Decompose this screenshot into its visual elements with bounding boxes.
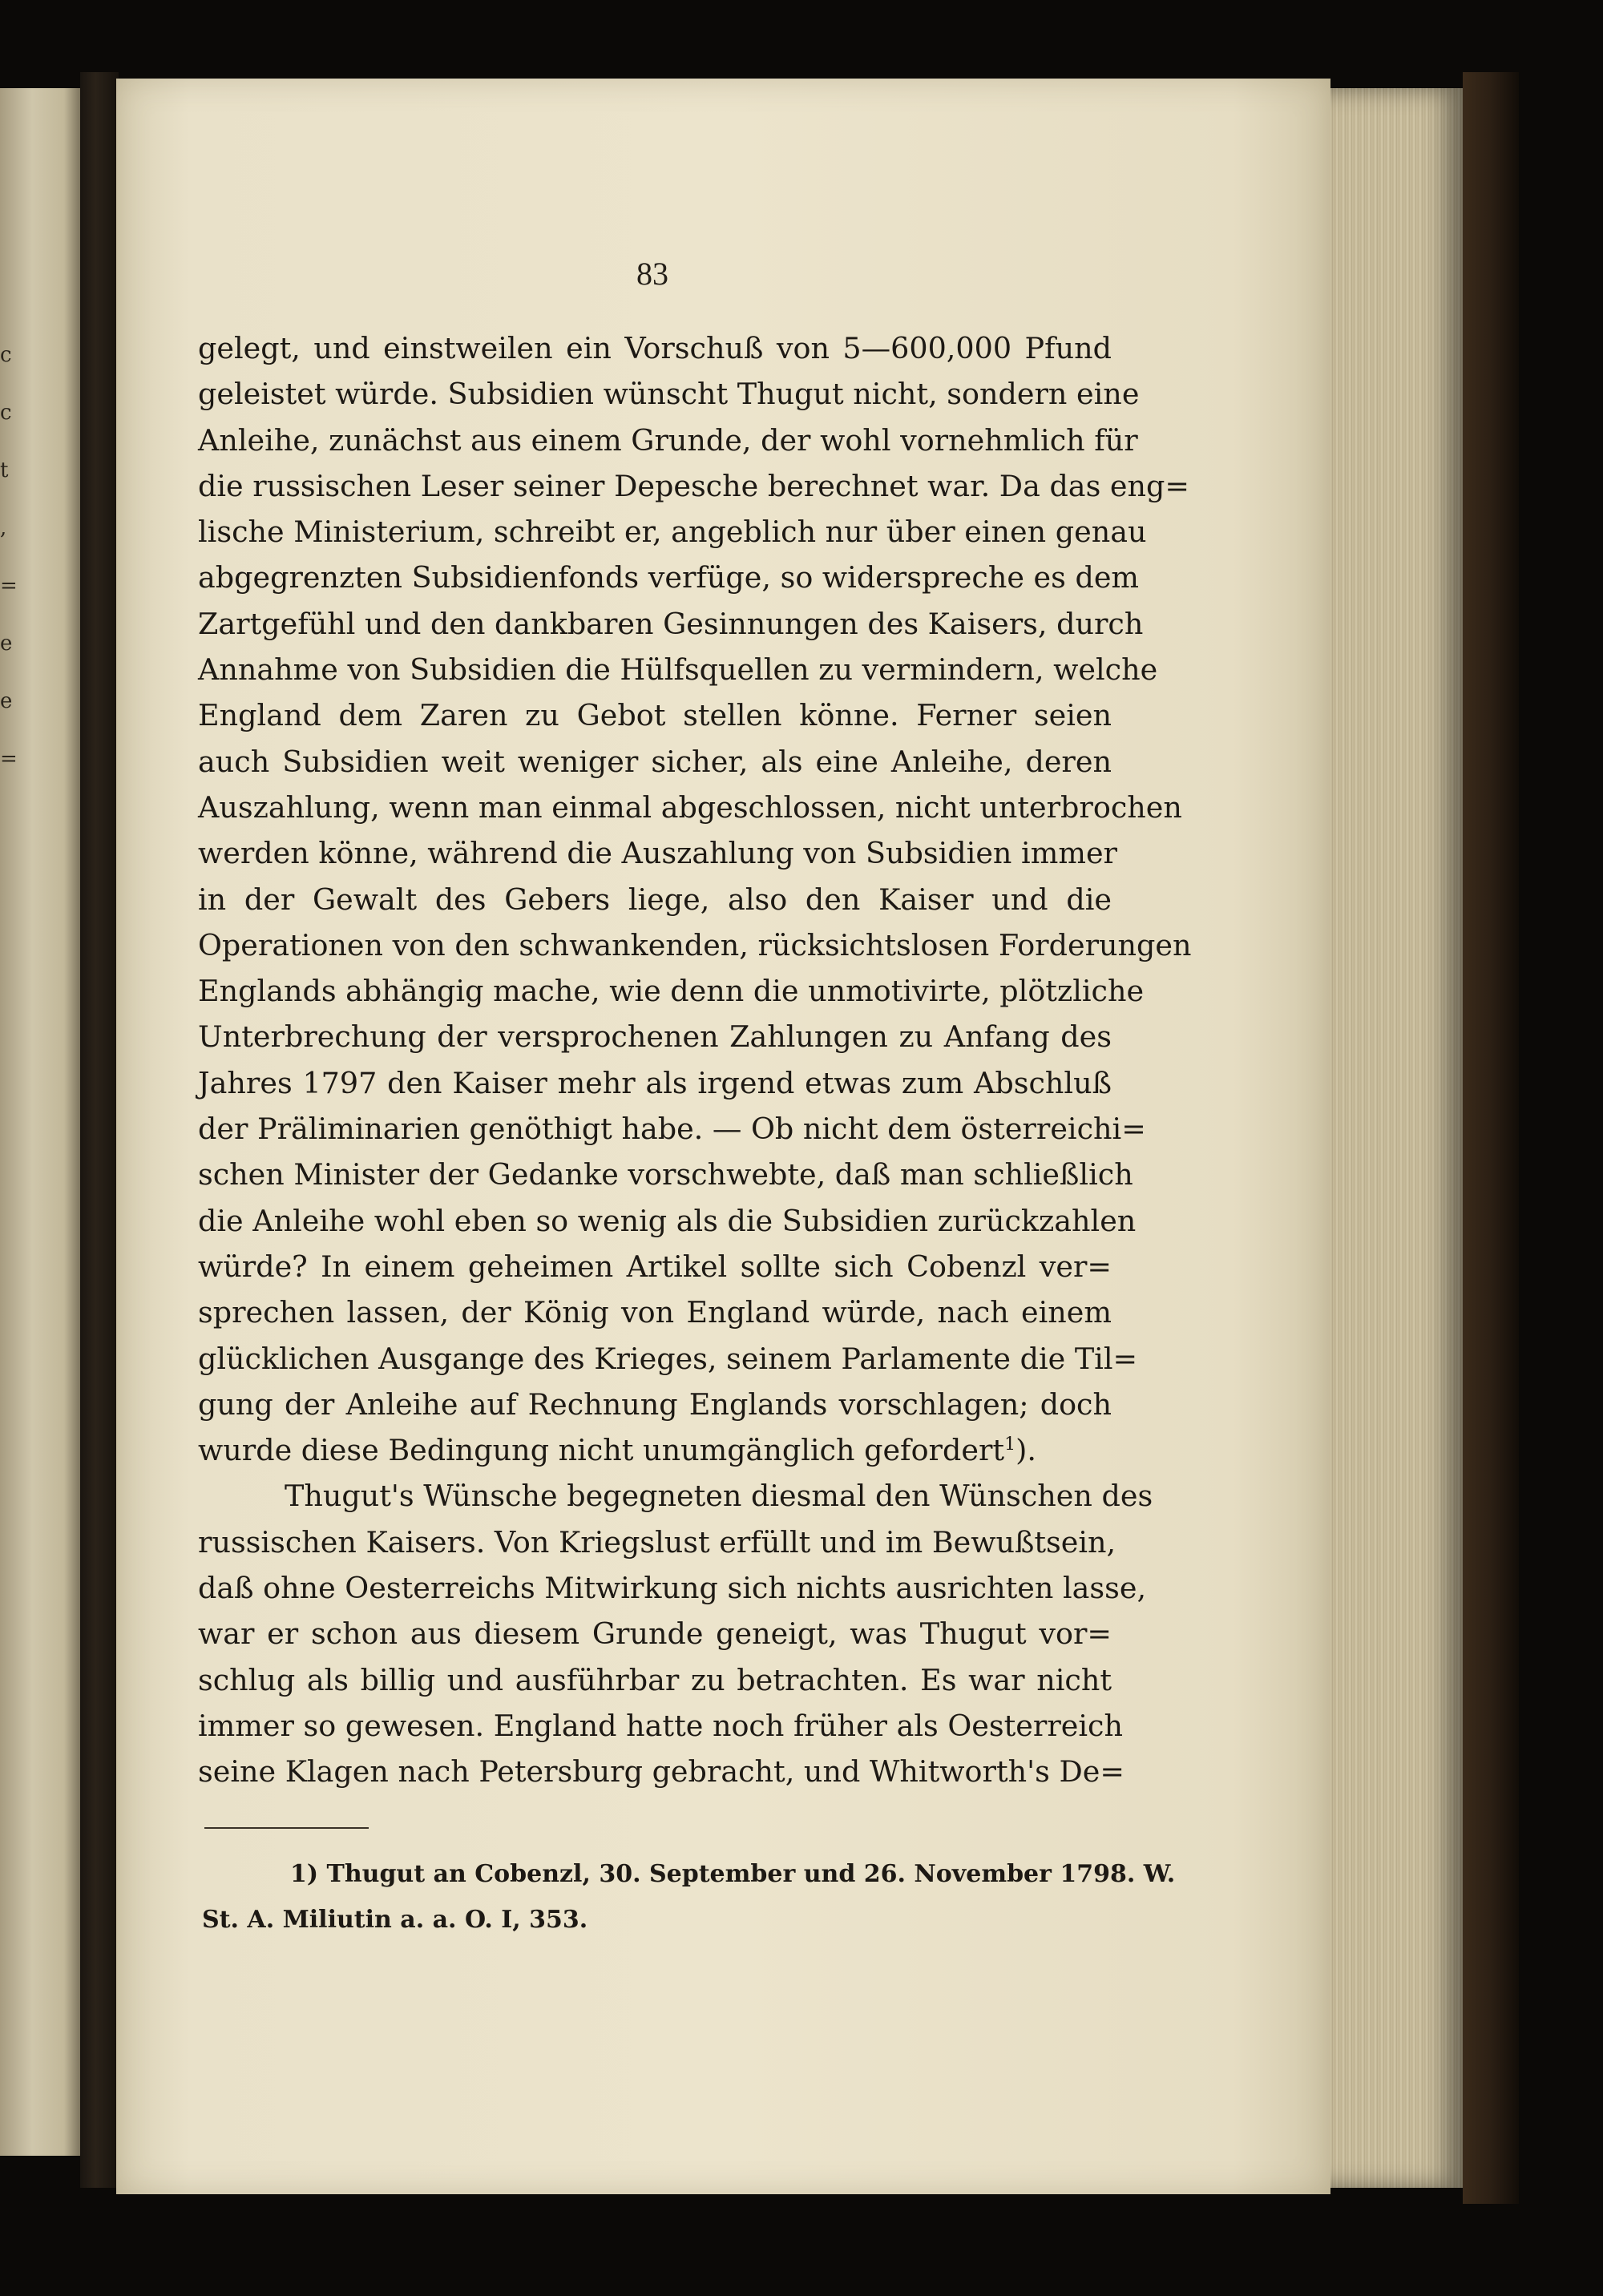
left-mark: ,: [0, 516, 7, 540]
text-line: wurde diese Bedingung nicht unumgänglich gefordert: [198, 1433, 1005, 1468]
left-page-text-fragments: [0, 345, 16, 806]
footnote-divider: [204, 1827, 369, 1829]
left-mark: t: [0, 458, 9, 482]
footnote-line: 1) Thugut an Cobenzl, 30. September und 26. November 1798. W.: [290, 1860, 1176, 1888]
text-line: schlug als billig und ausführbar zu betrachten. Es war nicht: [198, 1662, 1112, 1697]
text-line-paragraph-end: [198, 1427, 1112, 1473]
text-line: Jahres 1797 den Kaiser mehr als irgend etwas zum Abschluß: [198, 1065, 1112, 1100]
left-mark: =: [0, 574, 18, 598]
left-mark: =: [0, 747, 18, 771]
text-line: abgegrenzten Subsidienfonds verfüge, so widerspreche es dem: [198, 560, 1140, 595]
text-line: gelegt, und einstweilen ein Vorschuß von 5—600,000 Pfund: [198, 331, 1112, 365]
footnote-reference-close: ).: [1016, 1433, 1036, 1468]
text-line: geleistet würde. Subsidien wünscht Thugut nicht, sondern eine: [198, 377, 1140, 412]
left-mark: e: [0, 689, 13, 713]
footnote-reference: 1: [1004, 1434, 1016, 1455]
text-line: daß ohne Oesterreichs Mitwirkung sich nichts ausrichten lasse,: [198, 1571, 1147, 1606]
footnote-line: St. A. Miliutin a. a. O. I, 353.: [202, 1906, 588, 1934]
text-line: Unterbrechung der versprochenen Zahlungen zu Anfang des: [198, 1019, 1112, 1055]
text-line: auch Subsidien weit weniger sicher, als eine Anleihe, deren: [198, 744, 1112, 779]
text-line: russischen Kaisers. Von Kriegslust erfüllt und im Bewußtsein,: [198, 1524, 1116, 1560]
text-line: Zartgefühl und den dankbaren Gesinnungen des Kaisers, durch: [198, 606, 1144, 641]
book-gutter: [80, 72, 119, 2188]
text-line: würde? In einem geheimen Artikel sollte sich Cobenzl ver=: [198, 1249, 1112, 1284]
text-line: in der Gewalt des Gebers liege, also den Kaiser und die: [198, 882, 1112, 917]
text-line: Operationen von den schwankenden, rücksichtslosen Forderungen: [198, 927, 1192, 962]
text-line: England dem Zaren zu Gebot stellen könne. Ferner seien: [198, 698, 1112, 733]
text-line: lische Ministerium, schreibt er, angeblich nur über einen genau: [198, 514, 1147, 550]
footnotes: [202, 1851, 1176, 1943]
text-line: Anleihe, zunächst aus einem Grunde, der wohl vornehmlich für: [198, 422, 1138, 458]
left-mark: c: [0, 343, 12, 367]
text-line: Englands abhängig mache, wie denn die unmotivirte, plötzliche: [198, 974, 1145, 1009]
text-line: seine Klagen nach Petersburg gebracht, und Whitworth's De=: [198, 1754, 1125, 1790]
text-line: war er schon aus diesem Grunde geneigt, was Thugut vor=: [198, 1616, 1112, 1652]
text-line: immer so gewesen. England hatte noch früher als Oesterreich: [198, 1708, 1124, 1743]
text-line: werden könne, während die Auszahlung von Subsidien immer: [198, 836, 1117, 871]
text-line: die russischen Leser seiner Depesche berechnet war. Da das eng=: [198, 468, 1189, 503]
text-line: der Präliminarien genöthigt habe. — Ob nicht dem österreichi=: [198, 1112, 1146, 1147]
text-line: glücklichen Ausgange des Krieges, seinem Parlamente die Til=: [198, 1341, 1138, 1376]
page-edges: [1326, 88, 1463, 2188]
left-mark: c: [0, 401, 12, 425]
text-line: gung der Anleihe auf Rechnung Englands vorschlagen; doch: [198, 1386, 1112, 1422]
text-line: die Anleihe wohl eben so wenig als die Subsidien zurückzahlen: [198, 1203, 1137, 1238]
book-cover-edge: [1463, 72, 1519, 2204]
page-number: 83: [636, 256, 668, 292]
text-line: sprechen lassen, der König von England würde, nach einem: [198, 1295, 1112, 1330]
left-mark: e: [0, 632, 13, 656]
text-line: Auszahlung, wenn man einmal abgeschlossen, nicht unterbrochen: [198, 789, 1182, 825]
text-line: schen Minister der Gedanke vorschwebte, daß man schließlich: [198, 1157, 1133, 1192]
text-line: Annahme von Subsidien die Hülfsquellen zu vermindern, welche: [198, 652, 1158, 688]
body-text: [198, 325, 1192, 1795]
text-line-paragraph-start: Thugut's Wünsche begegneten diesmal den Wünschen des: [285, 1479, 1153, 1514]
